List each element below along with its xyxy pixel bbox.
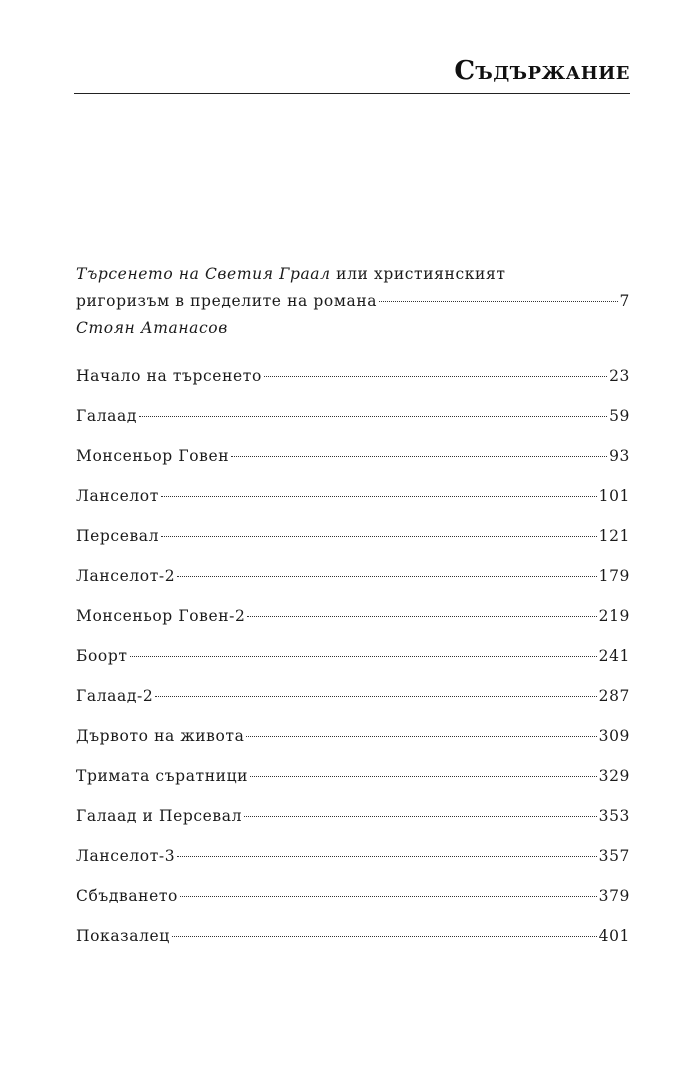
- chapter-title: Галаад и Персевал: [76, 807, 243, 825]
- toc-entry[interactable]: [76, 876, 630, 916]
- page-number: 93: [609, 447, 630, 465]
- page-number: 59: [609, 407, 630, 425]
- toc-entry[interactable]: [76, 796, 630, 836]
- dot-leader: [177, 856, 596, 857]
- toc-entry[interactable]: [76, 356, 630, 396]
- page-header: [74, 50, 630, 96]
- page-number: 329: [598, 767, 630, 785]
- table-of-contents: [76, 261, 630, 956]
- toc-entry[interactable]: [76, 436, 630, 476]
- intro-title-continuation: ригоризъм в пределите на романа: [76, 292, 378, 310]
- toc-entry[interactable]: [76, 756, 630, 796]
- toc-entry[interactable]: [76, 916, 630, 956]
- page-number: 379: [598, 887, 630, 905]
- dot-leader: [247, 616, 596, 617]
- page-title: Съдържание: [454, 56, 630, 86]
- chapter-title: Галаад: [76, 407, 137, 425]
- dot-leader: [177, 576, 596, 577]
- intro-title-rest: или християнският: [330, 265, 506, 283]
- intro-title-italic: Търсенето на Светия Граал: [76, 265, 331, 283]
- chapter-title: Дървото на живота: [76, 727, 245, 745]
- dot-leader: [244, 816, 597, 817]
- dot-leader: [139, 416, 607, 417]
- chapter-title: Сбъдването: [76, 887, 178, 905]
- chapter-title: Монсеньор Говен-2: [76, 607, 246, 625]
- chapter-title: Ланселот-3: [76, 847, 176, 865]
- chapter-title: Тримата съратници: [76, 767, 249, 785]
- toc-entry[interactable]: [76, 396, 630, 436]
- toc-entry[interactable]: [76, 716, 630, 756]
- page-number: 309: [598, 727, 630, 745]
- chapter-title: Начало на търсенето: [76, 367, 262, 385]
- dot-leader: [250, 776, 597, 777]
- chapter-title: Ланселот: [76, 487, 159, 505]
- chapter-title: Галаад-2: [76, 687, 154, 705]
- intro-title-line-1[interactable]: [76, 261, 630, 288]
- toc-entry[interactable]: [76, 476, 630, 516]
- chapter-title: Монсеньор Говен: [76, 447, 230, 465]
- toc-entry[interactable]: [76, 556, 630, 596]
- page-number: 353: [598, 807, 630, 825]
- page-number: 287: [598, 687, 630, 705]
- chapter-list: [76, 356, 630, 956]
- toc-entry[interactable]: [76, 836, 630, 876]
- dot-leader: [246, 736, 596, 737]
- page-number: 241: [598, 647, 630, 665]
- dot-leader: [379, 301, 617, 302]
- toc-entry[interactable]: [76, 516, 630, 556]
- page-number: 23: [609, 367, 630, 385]
- dot-leader: [161, 496, 597, 497]
- intro-title-line-2[interactable]: [76, 288, 630, 315]
- dot-leader: [130, 656, 597, 657]
- chapter-title: Персевал: [76, 527, 160, 545]
- spacer: [76, 342, 630, 356]
- chapter-title: Боорт: [76, 647, 128, 665]
- page-number: 357: [598, 847, 630, 865]
- page-number: 121: [598, 527, 630, 545]
- toc-entry[interactable]: [76, 676, 630, 716]
- dot-leader: [155, 696, 596, 697]
- dot-leader: [172, 936, 597, 937]
- page-number: 101: [598, 487, 630, 505]
- dot-leader: [161, 536, 597, 537]
- title-rule: [74, 93, 630, 94]
- chapter-title: Показалец: [76, 927, 170, 945]
- toc-entry[interactable]: [76, 596, 630, 636]
- dot-leader: [264, 376, 607, 377]
- intro-author: Стоян Атанасов: [76, 319, 228, 337]
- page-number: 401: [598, 927, 630, 945]
- toc-entry[interactable]: [76, 636, 630, 676]
- dot-leader: [231, 456, 607, 457]
- chapter-title: Ланселот-2: [76, 567, 176, 585]
- page-number: 219: [598, 607, 630, 625]
- page-number: 7: [619, 292, 630, 310]
- dot-leader: [180, 896, 597, 897]
- page-number: 179: [598, 567, 630, 585]
